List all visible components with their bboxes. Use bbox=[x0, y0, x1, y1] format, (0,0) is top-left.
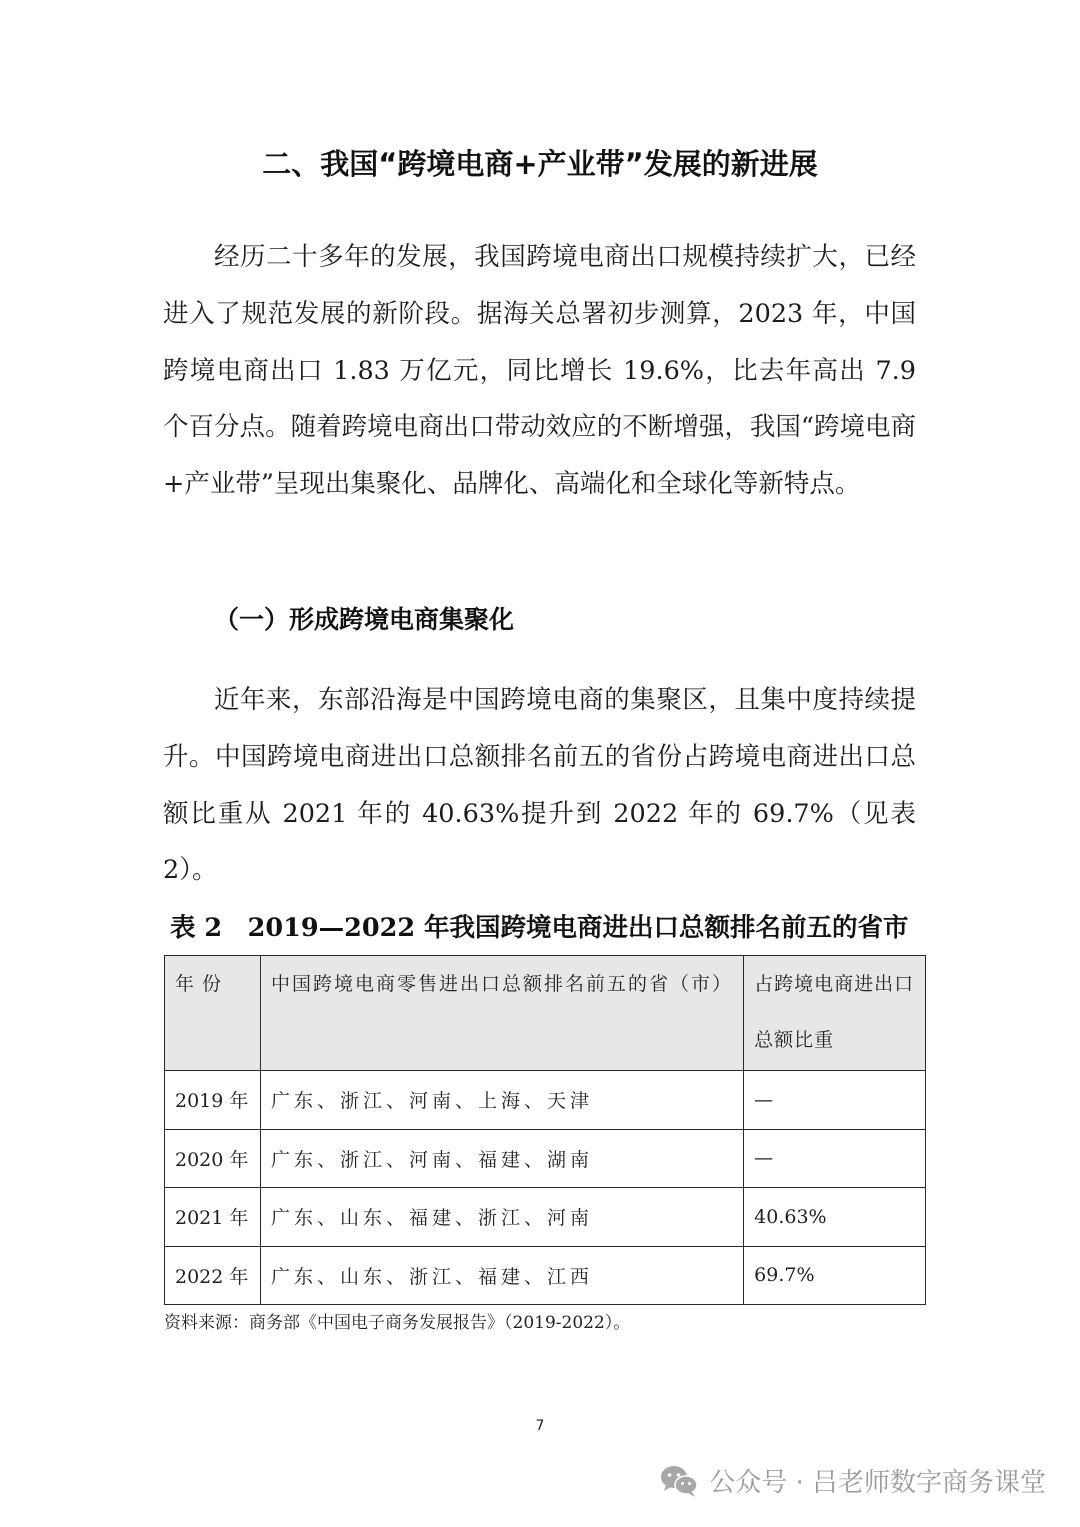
table-header-row bbox=[165, 956, 926, 1071]
cell-ratio: — bbox=[744, 1071, 926, 1130]
cell-year: 2019 年 bbox=[165, 1071, 261, 1130]
table-row bbox=[165, 1071, 926, 1130]
province-ranking-table bbox=[164, 955, 926, 1305]
table-row bbox=[165, 1246, 926, 1305]
header-provinces: 中国跨境电商零售进出口总额排名前五的省（市） bbox=[260, 956, 743, 1071]
page-number: 7 bbox=[535, 1418, 545, 1434]
table-row bbox=[165, 1188, 926, 1247]
paragraph-intro: 经历二十多年的发展，我国跨境电商出口规模持续扩大，已经进入了规范发展的新阶段。据海关总署初步测算，2023 年，中国跨境电商出口 1.83 万亿元，同比增长 19.6%，比去年高出 7.9 个百分点。随着跨境电商出口带动效应的不断增强，我国“跨境电商+产业带”呈现出集聚化、品牌化、高端化和全球化等新特点。 bbox=[163, 242, 916, 500]
header-ratio: 占跨境电商进出口总额比重 bbox=[744, 956, 926, 1071]
source-note: 资料来源：商务部《中国电子商务发展报告》（2019-2022）。 bbox=[164, 1313, 631, 1333]
subsection-title: （一）形成跨境电商集聚化 bbox=[214, 605, 515, 634]
wechat-icon bbox=[659, 1464, 699, 1498]
paragraph-clustering: 近年来，东部沿海是中国跨境电商的集聚区，且集中度持续提升。中国跨境电商进出口总额排名前五的省份占跨境电商进出口总额比重从 2021 年的 40.63%提升到 2022 年的 69.7%（见表 2）。 bbox=[163, 685, 916, 886]
cell-provinces: 广东、浙江、河南、上海、天津 bbox=[260, 1071, 743, 1130]
cell-ratio: 69.7% bbox=[744, 1246, 926, 1305]
cell-year: 2021 年 bbox=[165, 1188, 261, 1247]
table-row bbox=[165, 1129, 926, 1188]
header-year: 年 份 bbox=[165, 956, 261, 1071]
cell-ratio: — bbox=[744, 1129, 926, 1188]
watermark bbox=[659, 1462, 1046, 1499]
cell-ratio: 40.63% bbox=[744, 1188, 926, 1247]
cell-year: 2022 年 bbox=[165, 1246, 261, 1305]
cell-provinces: 广东、浙江、河南、福建、湖南 bbox=[260, 1129, 743, 1188]
watermark-text: 公众号 · 吕老师数字商务课堂 bbox=[709, 1468, 1046, 1498]
cell-provinces: 广东、山东、浙江、福建、江西 bbox=[260, 1246, 743, 1305]
section-title: 二、我国“跨境电商+产业带”发展的新进展 bbox=[262, 147, 818, 181]
cell-provinces: 广东、山东、福建、浙江、河南 bbox=[260, 1188, 743, 1247]
cell-year: 2020 年 bbox=[165, 1129, 261, 1188]
table-caption: 表 2 2019—2022 年我国跨境电商进出口总额排名前五的省市 bbox=[170, 913, 909, 943]
